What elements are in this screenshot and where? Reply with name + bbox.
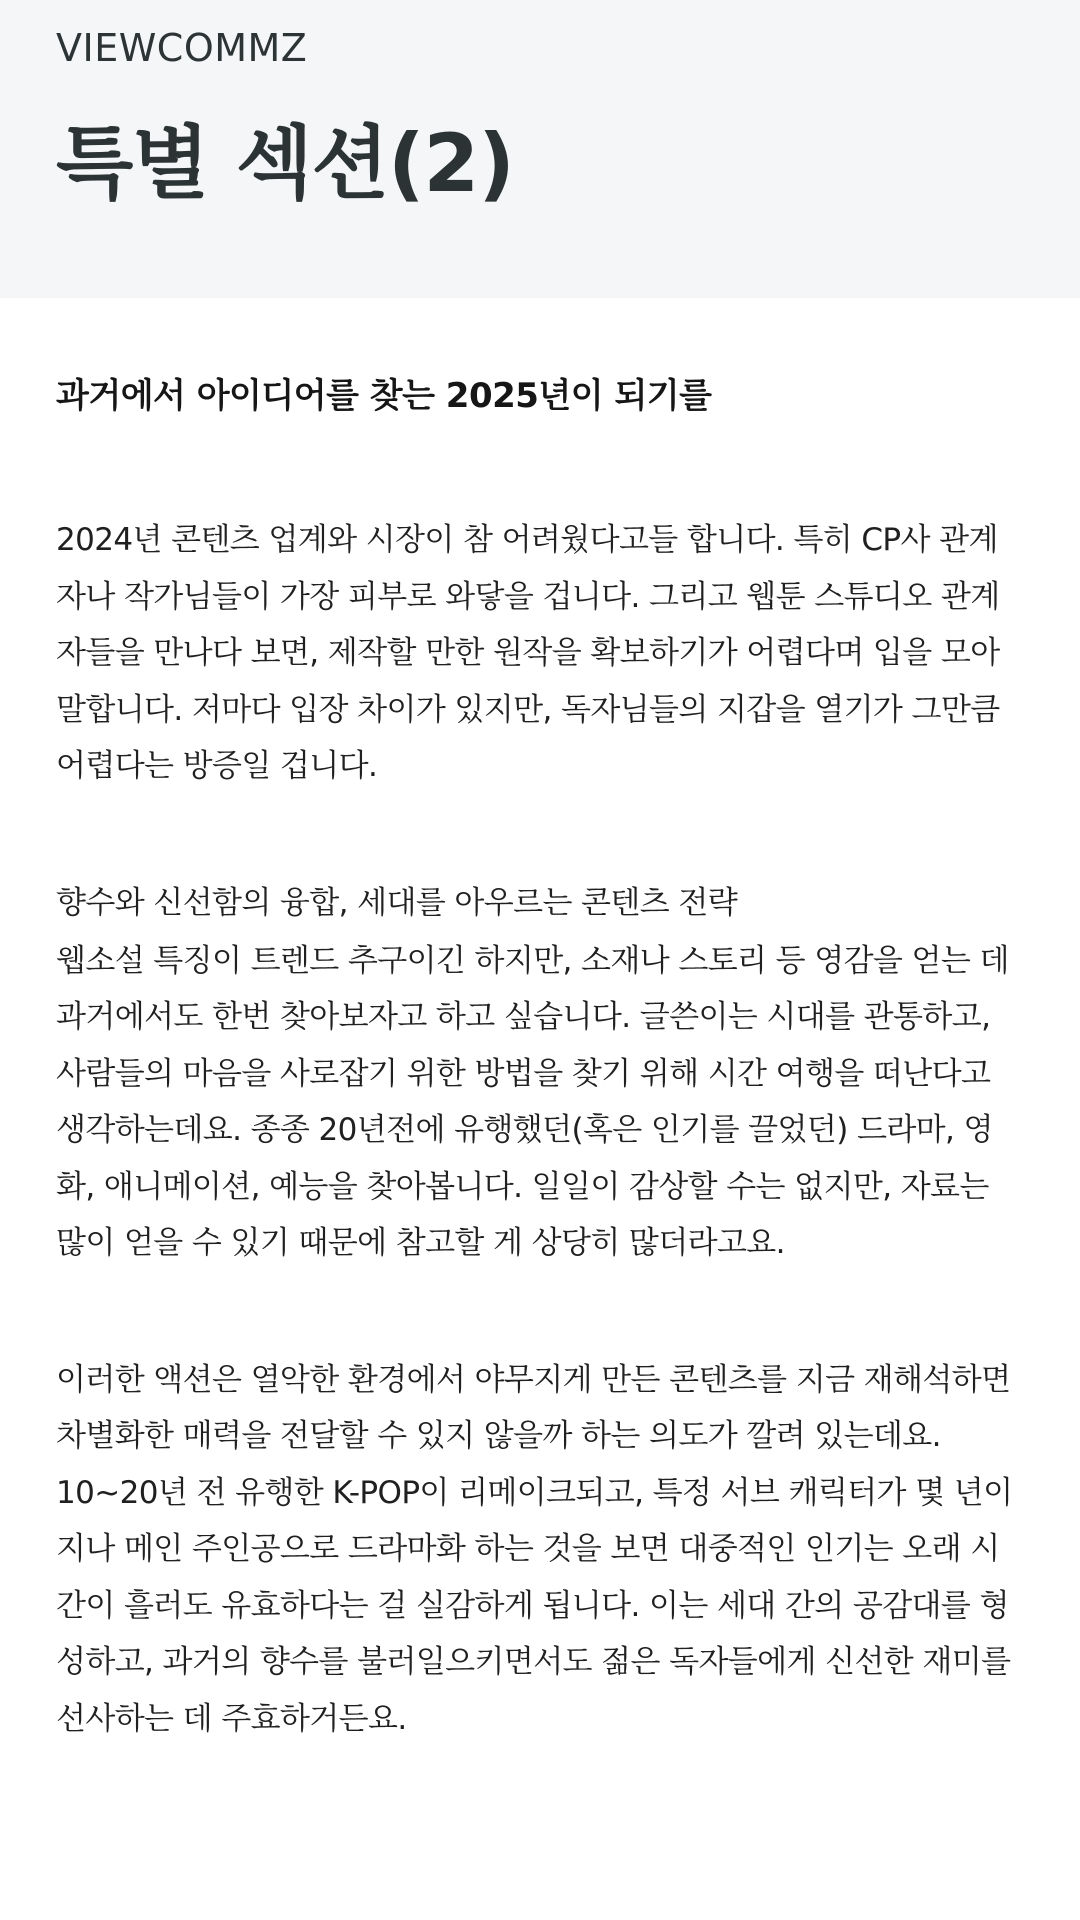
- page-title: 특별 섹션(2): [56, 117, 514, 210]
- article-title: 과거에서 아이디어를 찾는 2025년이 되기를: [56, 376, 712, 416]
- article-subheading: 향수와 신선함의 융합, 세대를 아우르는 콘텐츠 전략: [56, 884, 738, 921]
- brand-logo-text[interactable]: VIEWCOMMZ: [56, 26, 308, 70]
- article-paragraph: 이러한 액션은 열악한 환경에서 야무지게 만든 콘텐츠를 지금 재해석하면 차별화한 매력을 전달할 수 있지 않을까 하는 의도가 깔려 있는데요. 10~20년 전 유행한 K-POP이 리메이크되고, 특정 서브 캐릭터가 몇 년이 지나 메인 주인공으로 드라마화 하는 것을 보면 대중적인 인기는 오래 시간이 흘러도 유효하다는 걸 실감하게 됩니다. 이는 세대 간의 공감대를 형성하고, 과거의 향수를 불러일으키면서도 젊은 독자들에게 신선한 재미를 선사하는 데 주효하거든요.: [56, 1361, 1013, 1737]
- page-header: [0, 0, 1080, 298]
- article-paragraph: 2024년 콘텐츠 업계와 시장이 참 어려웠다고들 합니다. 특히 CP사 관계자나 작가님들이 가장 피부로 와닿을 겁니다. 그리고 웹툰 스튜디오 관계자들을 만나다 보면, 제작할 만한 원작을 확보하기가 어렵다며 입을 모아 말합니다. 저마다 입장 차이가 있지만, 독자님들의 지갑을 열기가 그만큼 어렵다는 방증일 겁니다.: [56, 522, 1000, 784]
- article-paragraph: 웹소설 특징이 트렌드 추구이긴 하지만, 소재나 스토리 등 영감을 얻는 데 과거에서도 한번 찾아보자고 하고 싶습니다. 글쓴이는 시대를 관통하고, 사람들의 마음을 사로잡기 위한 방법을 찾기 위해 시간 여행을 떠난다고 생각하는데요. 종종 20년전에 유행했던(혹은 인기를 끌었던) 드라마, 영화, 애니메이션, 예능을 찾아봅니다. 일일이 감상할 수는 없지만, 자료는 많이 얻을 수 있기 때문에 참고할 게 상당히 많더라고요.: [56, 942, 1009, 1261]
- article-content: [0, 298, 1080, 1747]
